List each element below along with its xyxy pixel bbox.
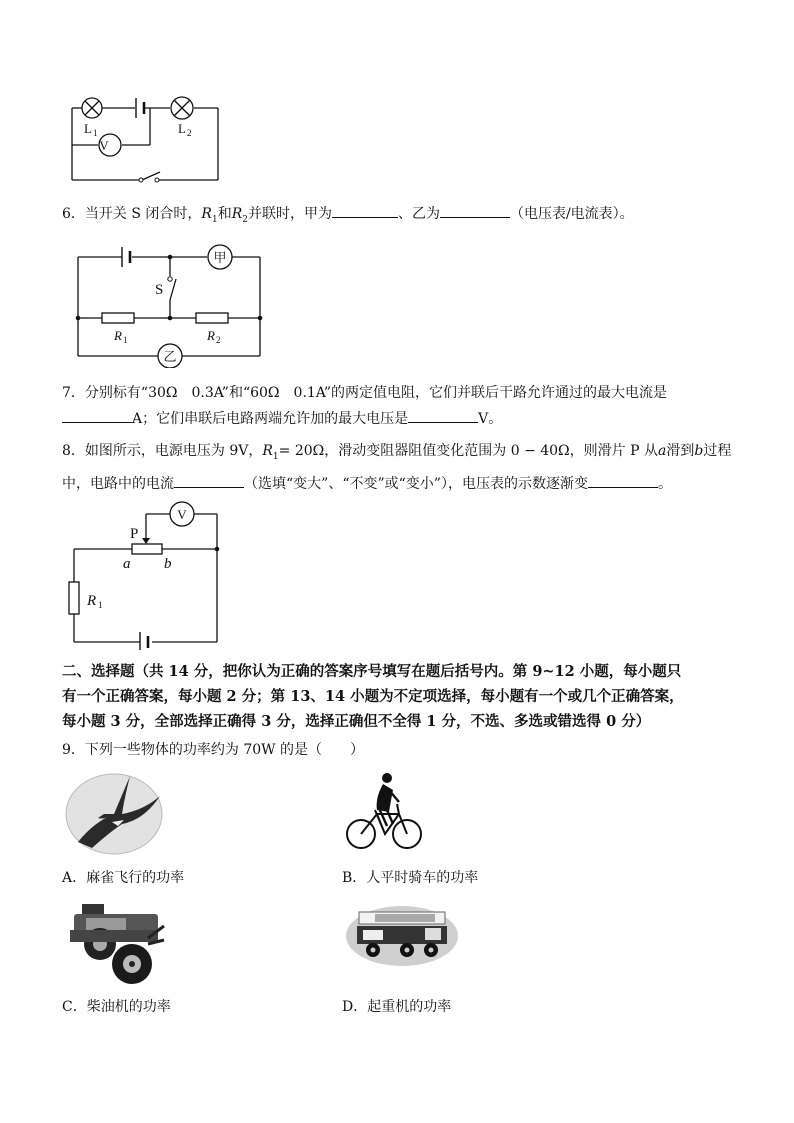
question-6 (62, 202, 634, 230)
voltmeter-symbol: V (99, 138, 109, 153)
option-c[interactable]: C．柴油机的功率 (62, 999, 171, 1015)
q8-text-a: 8．如图所示，电源电压为 9V， (62, 443, 263, 459)
q6-text-a: 6．当开关 S 闭合时， (62, 206, 202, 222)
rheostat-end-b: b (164, 556, 172, 572)
q6-text-d: （电压表/电流表）。 (509, 206, 634, 222)
voltmeter-symbol-q8: V (177, 507, 187, 522)
diesel-engine-icon (66, 900, 166, 988)
bird-icon (64, 770, 164, 856)
q6-answer-blank-2[interactable] (440, 202, 510, 218)
q8-b: b (694, 443, 704, 459)
resistor-sub-r1: 1 (123, 335, 128, 345)
resistor-label-r2: R (207, 328, 215, 343)
section-2-line-1: 二、选择题（共 14 分，把你认为正确的答案序号填写在题后括号内。第 9~12 小题，每小题只 (62, 663, 682, 680)
q6-r2-sub: 2 (242, 214, 248, 225)
q8-text-b: = 20Ω，滑动变阻器阻值变化范围为 0 − 40Ω，则滑片 P 从 (278, 443, 658, 459)
q8-r1-sub: 1 (272, 451, 279, 462)
question-8-line-2 (62, 472, 672, 494)
q6-text-b: 并联时，甲为 (247, 206, 332, 222)
resistor-sub-r1-q8: 1 (98, 600, 103, 610)
q6-text-and: 和 (217, 206, 232, 222)
q8-r1: R (262, 443, 273, 459)
q8-text-line2-a: 中，电路中的电流 (62, 476, 174, 492)
resistor-label-r1-q8: R (87, 593, 97, 609)
q8-answer-blank-2[interactable] (588, 472, 658, 488)
question-7-line-1: 7．分别标有“30Ω 0.3A”和“60Ω 0.1A”的两定值电阻，它们并联后干路允许通过的最大电流是 (62, 385, 668, 401)
circuit-diagram-q8 (60, 500, 230, 650)
lamp-sub-l1: 1 (93, 128, 98, 138)
section-2-line-2: 有一个正确答案，每小题 2 分；第 13、14 小题为不定项选择，每小题有一个或几个正确答案， (62, 688, 684, 705)
q6-r2: R (231, 206, 243, 222)
resistor-label-r1: R (114, 328, 122, 343)
circuit-diagram-lamps (60, 88, 230, 188)
lamp-sub-l2: 2 (187, 128, 192, 138)
option-d[interactable]: D．起重机的功率 (342, 999, 452, 1015)
bicycle-icon (345, 770, 425, 854)
q8-text-d: 过程 (703, 443, 732, 459)
switch-label-s: S (155, 282, 164, 298)
q6-text-c: 、乙为 (397, 206, 440, 222)
q6-r1-sub: 1 (211, 214, 218, 225)
q7-text-b: V。 (478, 411, 503, 427)
q7-text-a: A；它们串联后电路两端允许加的最大电压是 (132, 411, 409, 427)
q7-answer-blank-2[interactable] (408, 407, 478, 423)
q7-answer-blank-1[interactable] (62, 407, 132, 423)
q6-r1: R (201, 206, 212, 222)
meter-yi: 乙 (163, 349, 177, 364)
option-a[interactable]: A．麻雀飞行的功率 (62, 870, 185, 886)
q6-answer-blank-1[interactable] (332, 202, 398, 218)
question-9-stem: 9．下列一些物体的功率约为 70W 的是（ ） (62, 742, 365, 758)
rheostat-end-a: a (123, 556, 131, 572)
lamp-label-l2: L (178, 121, 186, 136)
option-b[interactable]: B．人平时骑车的功率 (342, 870, 479, 886)
resistor-sub-r2: 2 (216, 335, 221, 345)
question-8-line-1 (62, 441, 731, 467)
q8-answer-blank-1[interactable] (174, 472, 244, 488)
lamp-label-l1: L (84, 121, 92, 136)
q8-text-c: 滑到 (666, 443, 695, 459)
slider-label-p: P (130, 526, 139, 542)
q8-a: a (658, 443, 667, 459)
question-7-line-2 (62, 407, 502, 429)
circuit-diagram-q6 (62, 238, 272, 368)
crane-icon (345, 904, 459, 968)
section-2-line-3: 每小题 3 分，全部选择正确得 3 分，选择正确但不全得 1 分，不选、多选或错选得 0 分） (62, 713, 651, 730)
q8-text-line2-c: 。 (657, 476, 672, 492)
q8-text-line2-b: （选填“变大”、“不变”或“变小”），电压表的示数逐渐变 (244, 476, 588, 492)
meter-jia: 甲 (213, 250, 227, 265)
